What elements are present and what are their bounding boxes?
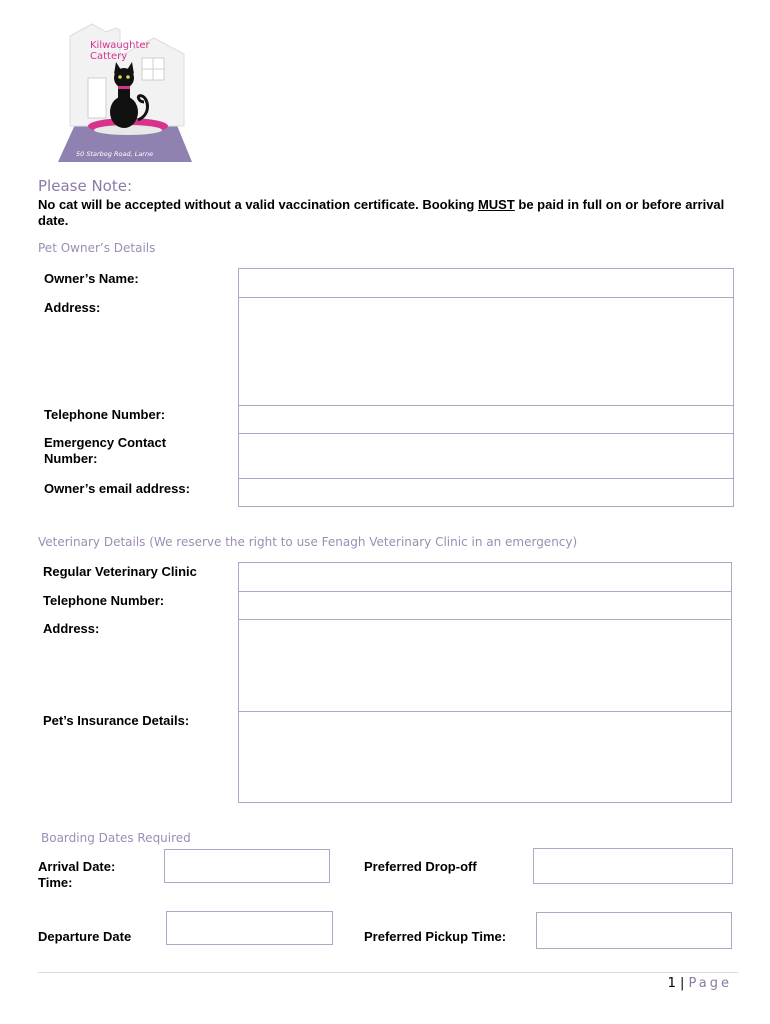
owner-address-label: Address: [44,300,101,315]
page-number: 1 [667,976,676,991]
arrival-date-label [38,859,115,891]
note-text-part1: No cat will be accepted without a valid vaccination certificate. Booking [38,197,478,212]
page-word: Page [688,976,732,991]
emergency-contact-label-line2: Number: [44,451,98,466]
dropoff-label: Preferred Drop-off [364,859,477,874]
owner-address-field[interactable] [238,297,734,406]
logo-name-line2: Cattery [90,51,128,62]
cattery-logo [56,22,196,164]
note-text-part2: be paid in full on or before arrival date. [38,197,725,228]
owner-name-field[interactable] [238,268,734,298]
owner-name-label: Owner’s Name: [44,271,139,286]
note-emphasis: MUST [477,197,515,212]
footer-divider [38,972,738,973]
vet-address-label: Address: [43,621,100,636]
departure-date-field[interactable] [166,911,333,945]
vet-telephone-label: Telephone Number: [43,593,165,608]
vet-telephone-field[interactable] [238,591,732,620]
page-footer [668,976,732,991]
vet-section-title: Veterinary Details (We reserve the right to use Fenagh Veterinary Clinic in an emergency) [38,535,578,549]
owner-email-label: Owner’s email address: [44,481,190,496]
vet-clinic-field[interactable] [238,562,732,592]
vet-address-field[interactable] [238,619,732,712]
logo-name-line1: Kilwaughter [90,40,150,51]
owner-email-field[interactable] [238,478,734,507]
owner-telephone-label: Telephone Number: [44,407,166,422]
owner-telephone-field[interactable] [238,405,734,434]
page-separator: | [679,976,685,991]
pickup-label: Preferred Pickup Time: [364,929,507,944]
insurance-field[interactable] [238,711,732,803]
emergency-contact-field[interactable] [238,433,734,479]
arrival-date-label-line1: Arrival Date: [38,859,116,874]
owner-section-title: Pet Owner’s Details [38,241,156,255]
emergency-contact-label-line1: Emergency Contact [44,435,167,450]
insurance-label: Pet’s Insurance Details: [43,713,190,728]
dropoff-field[interactable] [533,848,733,884]
logo-address: 50 Starbog Road, Larne [76,150,154,158]
emergency-contact-label [44,435,166,467]
arrival-time-label: Time: [38,875,73,890]
boarding-section-title: Boarding Dates Required [41,831,191,845]
departure-date-label: Departure Date [38,929,132,944]
arrival-date-field[interactable] [164,849,330,883]
pickup-field[interactable] [536,912,732,949]
note-text [38,197,728,229]
vet-clinic-label: Regular Veterinary Clinic [43,564,197,579]
note-title: Please Note: [38,177,133,195]
